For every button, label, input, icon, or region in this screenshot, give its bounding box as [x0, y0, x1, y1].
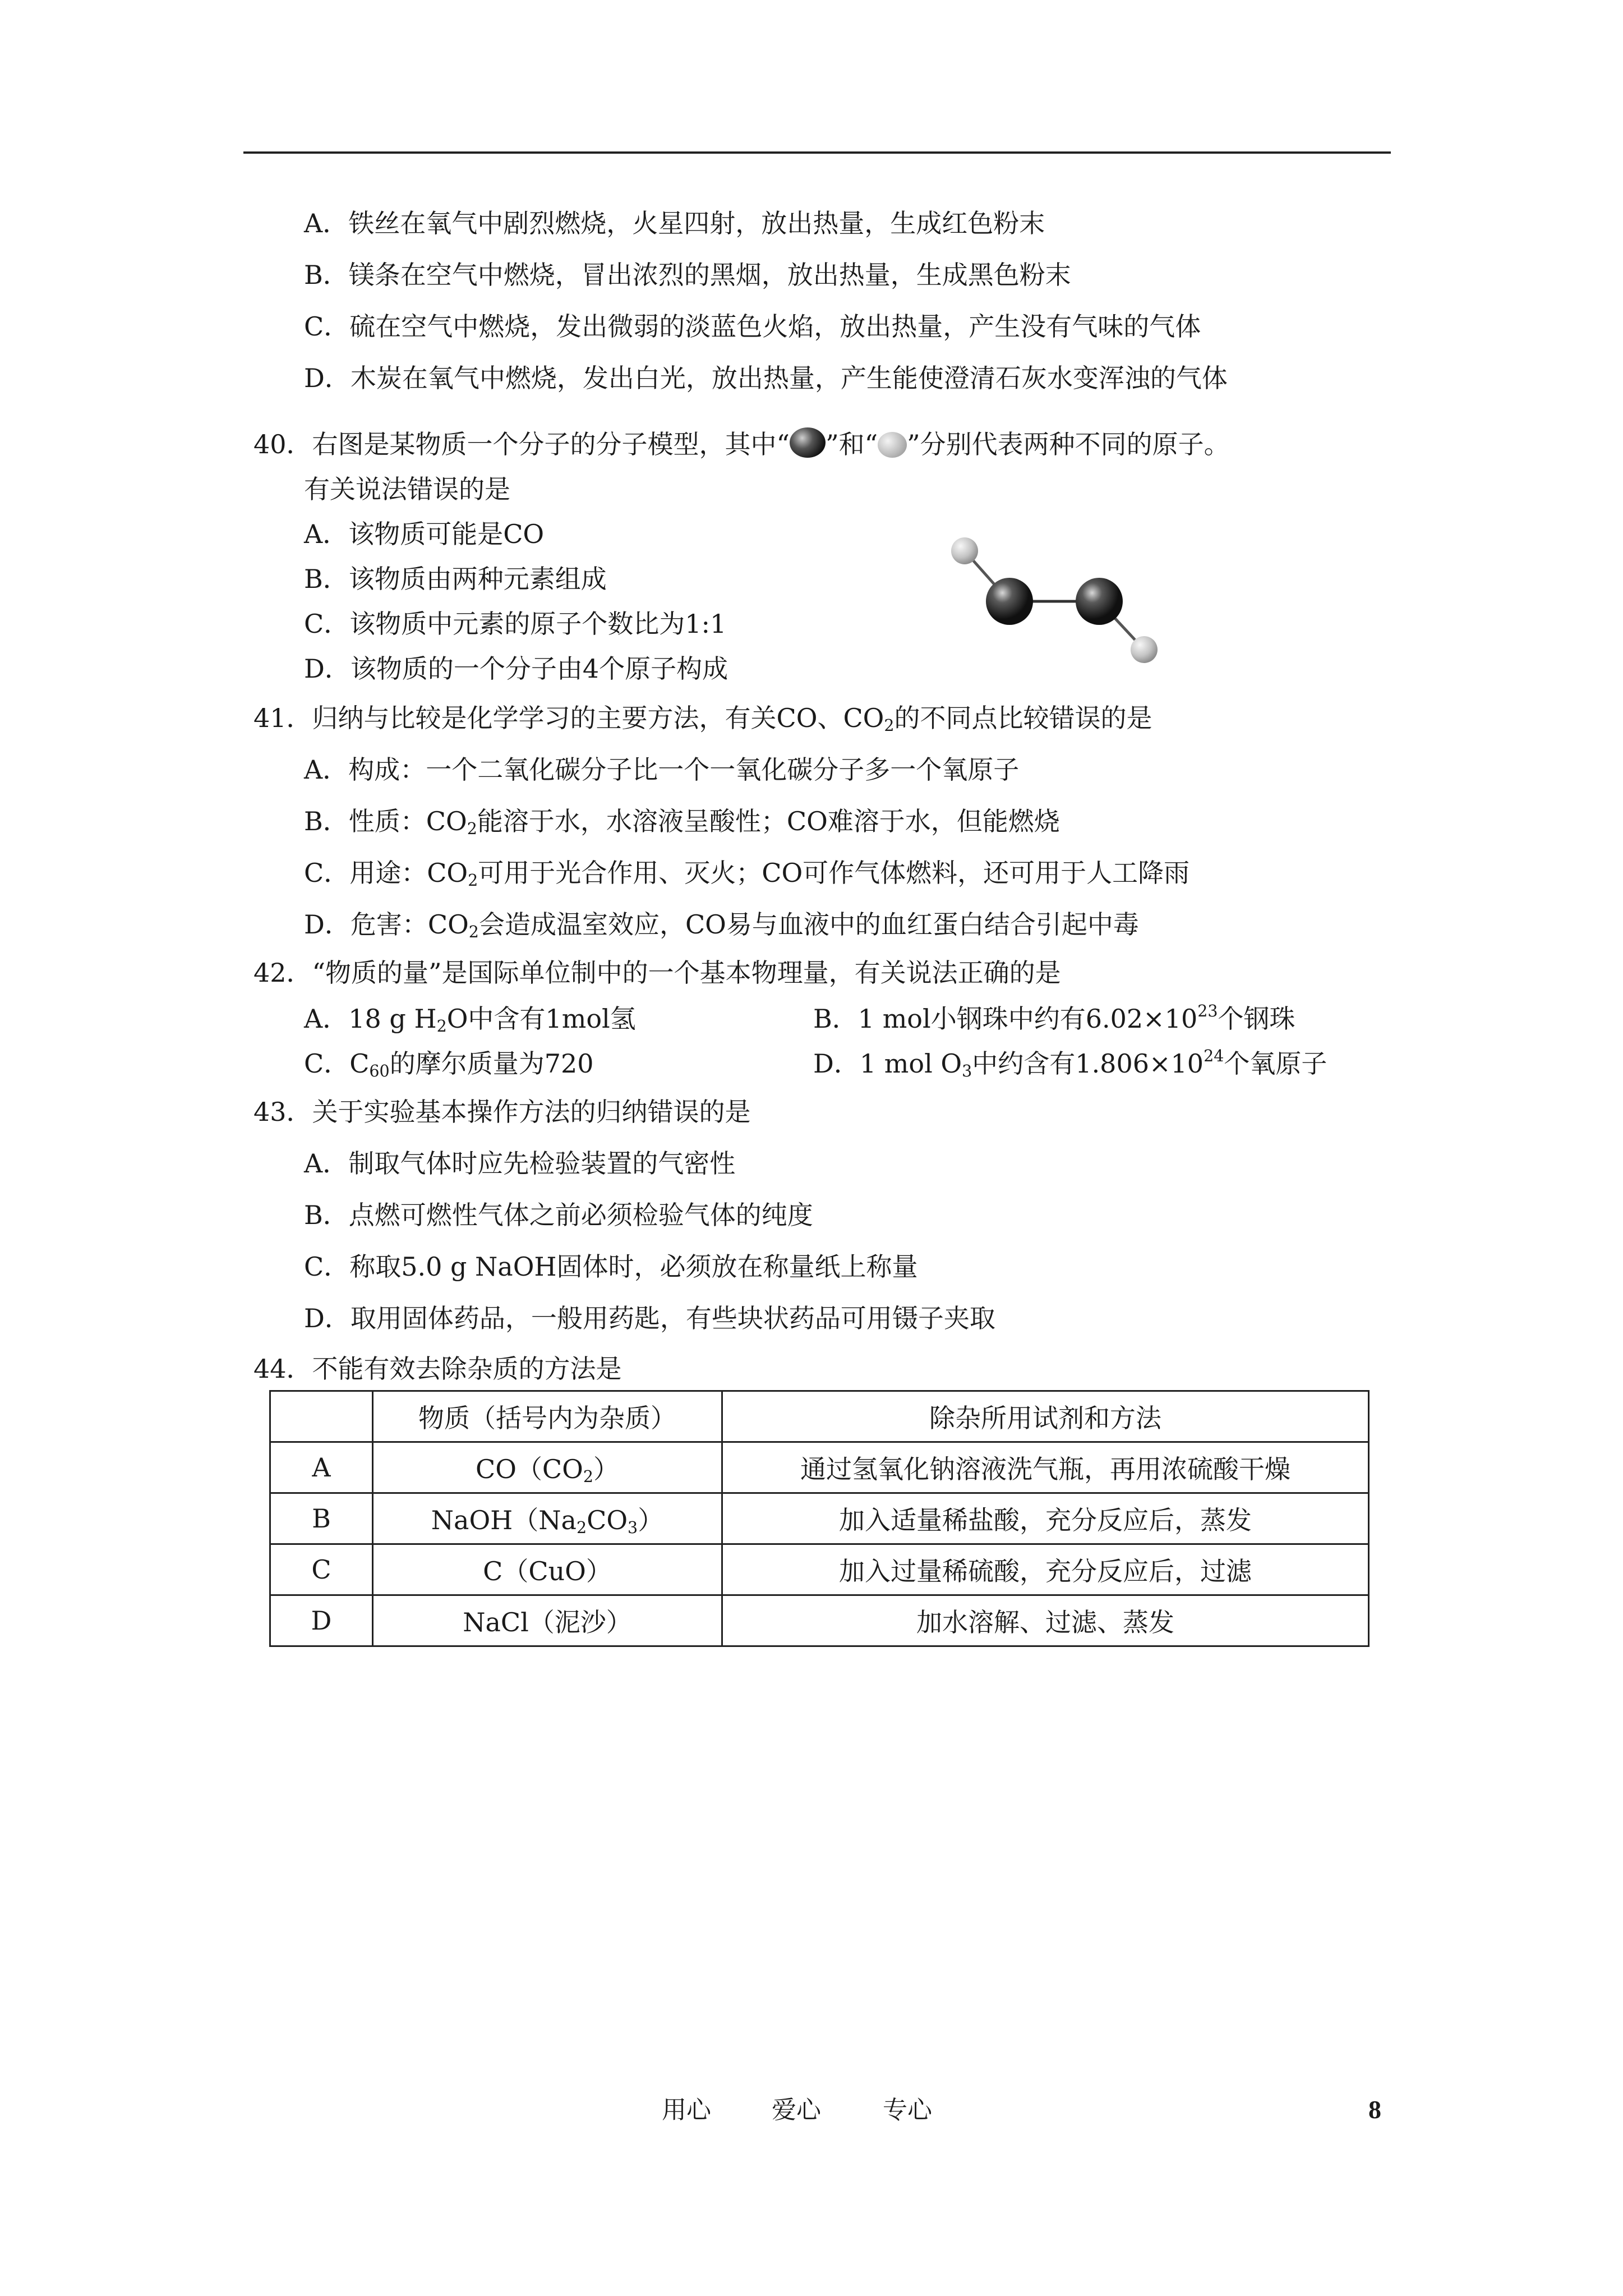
q41-option-d: D．危害：$CO_2$会造成温室效应，CO易与血液中的血红蛋白结合引起中毒 [304, 909, 1139, 942]
dark-atom-icon [790, 427, 826, 458]
q41-option-a: A．构成：一个二氧化碳分子比一个一氧化碳分子多一个氧原子 [304, 754, 1020, 785]
q41-option-b: B．性质：$CO_2$能溶于水，水溶液呈酸性；CO难溶于水，但能燃烧 [304, 806, 1060, 839]
q43-option-a: A．制取气体时应先检验装置的气密性 [304, 1148, 736, 1179]
q43-option-b: B．点燃可燃性气体之前必须检验气体的纯度 [304, 1200, 813, 1230]
substance-cell: $CO(CO_2)$ [373, 1442, 722, 1493]
q40-stem: 40．右图是某物质一个分子的分子模型，其中“ ”和“ ”分别代表两种不同的原子。 [253, 427, 1230, 461]
q39-option-a: A．铁丝在氧气中剧烈燃烧，火星四射，放出热量，生成红色粉末 [304, 208, 1045, 238]
q40-option-d: D．该物质的一个分子由4个原子构成 [304, 654, 728, 684]
table-row [270, 1442, 1369, 1493]
method-cell: 加水溶解、过滤、蒸发 [722, 1595, 1369, 1646]
row-label: A [270, 1442, 373, 1493]
q43-option-d: D．取用固体药品，一般用药匙，有些块状药品可用镊子夹取 [304, 1303, 995, 1333]
q42-option-c: C．$C_{60}$的摩尔质量为720 [304, 1048, 594, 1081]
table-row [270, 1544, 1369, 1595]
substance-cell: C（CuO） [373, 1544, 722, 1595]
light-atom-icon [878, 432, 907, 458]
q44-stem: 44．不能有效去除杂质的方法是 [253, 1354, 622, 1384]
q41-option-c: C．用途：$CO_2$可用于光合作用、灭火；CO可作气体燃料，还可用于人工降雨 [304, 858, 1190, 890]
row-label: D [270, 1595, 373, 1646]
substance-cell: NaCl（泥沙） [373, 1595, 722, 1646]
table-header-cell: 物质（括号内为杂质） [373, 1391, 722, 1442]
method-cell: 通过氢氧化钠溶液洗气瓶，再用浓硫酸干燥 [722, 1442, 1369, 1493]
page-number: 8 [1368, 2095, 1381, 2124]
row-label: B [270, 1493, 373, 1544]
footer-word: 用心 [662, 2096, 711, 2124]
table-row [270, 1595, 1369, 1646]
q42-option-a: A．18 g $H_2O$中含有1mol氢 [304, 1004, 636, 1036]
q40-option-c: C．该物质中元素的原子个数比为1:1 [304, 609, 727, 639]
q42-option-b: B．1 mol小钢珠中约有$6.02\times 10^{23}$个钢珠 [813, 1002, 1295, 1034]
light-atom-icon [1131, 636, 1158, 663]
q43-option-c: C．称取5.0 g NaOH固体时，必须放在称量纸上称量 [304, 1251, 918, 1282]
q39-option-d: D．木炭在氧气中燃烧，发出白光，放出热量，产生能使澄清石灰水变浑浊的气体 [304, 363, 1228, 393]
q40-stem-line2: 有关说法错误的是 [304, 474, 510, 504]
header-rule [243, 151, 1391, 154]
footer-word: 爱心 [772, 2096, 821, 2124]
table-row [270, 1493, 1369, 1544]
table-header-cell: 除杂所用试剂和方法 [722, 1391, 1369, 1442]
q41-stem: 41．归纳与比较是化学学习的主要方法，有关CO、$CO_2$的不同点比较错误的是 [253, 703, 1152, 735]
table-header-cell [270, 1391, 373, 1442]
dark-atom-icon [1076, 578, 1123, 625]
q39-option-c: C．硫在空气中燃烧，发出微弱的淡蓝色火焰，放出热量，产生没有气味的气体 [304, 311, 1201, 342]
dark-atom-icon [986, 578, 1033, 625]
q42-option-d: D．1 mol $O_3$中约含有$1.806\times 10^{24}$个氧原子 [813, 1047, 1327, 1081]
footer-word: 专心 [883, 2096, 932, 2124]
method-cell: 加入过量稀硫酸，充分反应后，过滤 [722, 1544, 1369, 1595]
light-atom-icon [951, 537, 978, 564]
substance-cell: $NaOH(Na_2CO_3)$ [373, 1493, 722, 1544]
q40-option-a: A．该物质可能是CO [304, 519, 545, 549]
molecule-model-figure [931, 527, 1178, 679]
impurity-removal-table [269, 1390, 1370, 1647]
method-cell: 加入适量稀盐酸，充分反应后，蒸发 [722, 1493, 1369, 1544]
q42-stem: 42．“物质的量”是国际单位制中的一个基本物理量，有关说法正确的是 [253, 958, 1061, 988]
q40-option-b: B．该物质由两种元素组成 [304, 564, 607, 594]
q43-stem: 43．关于实验基本操作方法的归纳错误的是 [253, 1097, 751, 1127]
row-label: C [270, 1544, 373, 1595]
table-header-row [270, 1391, 1369, 1442]
q39-option-b: B．镁条在空气中燃烧，冒出浓烈的黑烟，放出热量，生成黑色粉末 [304, 260, 1071, 290]
